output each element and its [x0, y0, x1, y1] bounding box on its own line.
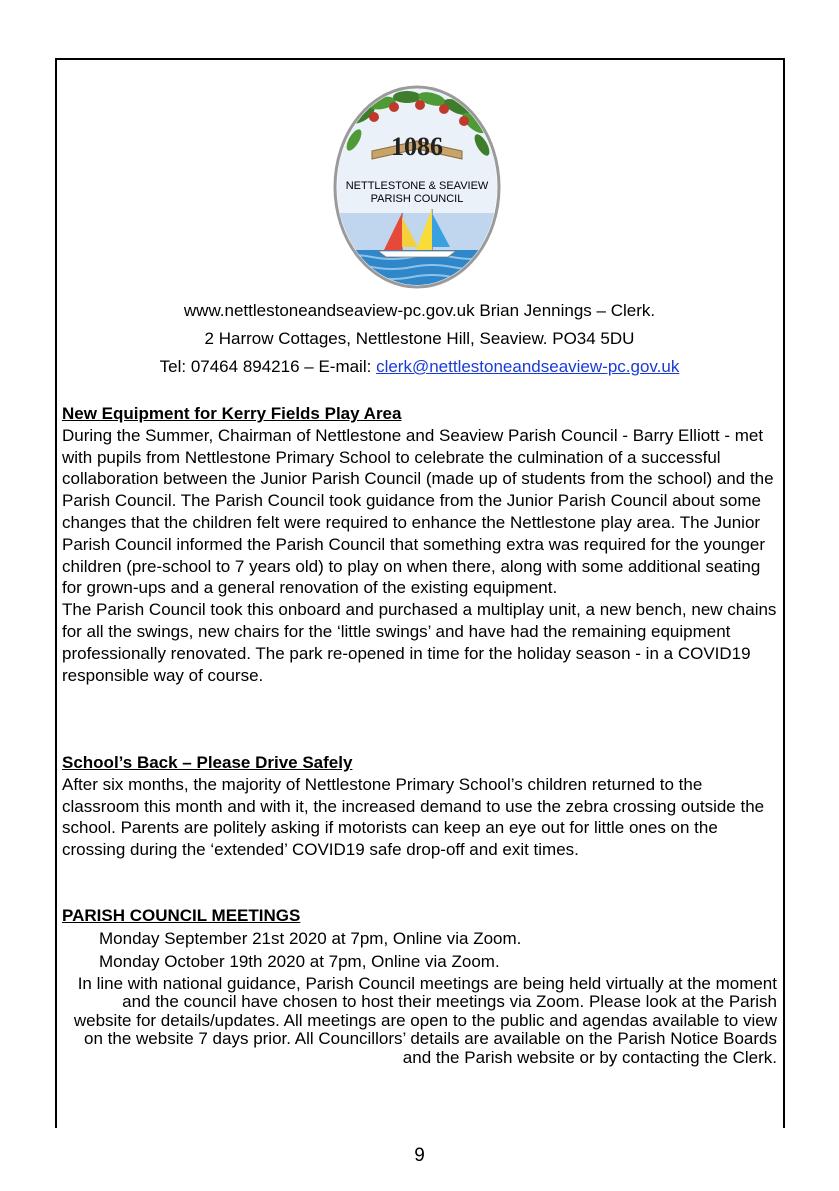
meeting-date-october: Monday October 19th 2020 at 7pm, Online via Zoom. — [99, 951, 500, 971]
parish-council-logo — [332, 85, 502, 290]
section-heading-meetings: PARISH COUNCIL MEETINGS — [62, 906, 301, 925]
logo-name-line1: NETTLESTONE & SEAVIEW — [345, 180, 489, 192]
contact-line-address: 2 Harrow Cottages, Nettlestone Hill, Seaview. PO34 5DU — [204, 329, 635, 348]
section-heading-new-equipment: New Equipment for Kerry Fields Play Area — [62, 404, 402, 423]
contact-line-website-clerk: www.nettlestoneandseaview-pc.gov.uk Brian Jennings – Clerk. — [183, 301, 656, 320]
section-parish-meetings — [62, 905, 777, 1067]
contact-phone-text: Tel: 07464 894216 – E-mail: — [159, 357, 377, 376]
paragraph-collaboration: During the Summer, Chairman of Nettlestone and Seaview Parish Council - Barry Elliott - met with pupils from Nettlestone Primary School to celebrate the culmination of a successful collaboration between the Junior Parish Council (made up of students from the school) and the Parish Council. The Parish Council took guidance from the Junior Parish Council about some changes that the children felt were required to enhance the Nettlestone play area. The Junior Parish Council informed the Parish Council that something extra was required for the younger children (pre-school to 7 years old) to play on when there, along with some additional seating for grown-ups and a general renovation of the existing equipment. — [62, 425, 774, 598]
paragraph-purchases: The Parish Council took this onboard and purchased a multiplay unit, a new bench, new chains for all the swings, new chairs for the ‘little swings’ and have had the remaining equipment professionally renovated. The park re-opened in time for the holiday season - in a COVID19 responsible way of course. — [62, 600, 777, 685]
meeting-date-september: Monday September 21st 2020 at 7pm, Online via Zoom. — [99, 928, 522, 948]
section-new-equipment — [62, 403, 777, 686]
meetings-note: In line with national guidance, Parish Council meetings are being held virtually at the moment and the council have chosen to host their meetings via Zoom. Please look at the Parish website for details/updates. All meetings are open to the public and agendas available to view on the website 7 days prior. All Councillors’ details are available on the Parish Notice Boards and the Parish website or by contacting the Clerk. — [73, 973, 777, 1067]
section-heading-schools-back: School’s Back – Please Drive Safely — [62, 753, 353, 772]
logo-name-line2: PARISH COUNCIL — [370, 193, 464, 205]
contact-line-phone-email — [0, 357, 839, 377]
email-link[interactable]: clerk@nettlestoneandseaview-pc.gov.uk — [376, 357, 680, 376]
page-number: 9 — [414, 1145, 425, 1166]
logo-year: 1086 — [391, 132, 443, 161]
section-schools-back — [62, 752, 777, 861]
paragraph-drive-safely: After six months, the majority of Nettlestone Primary School’s children returned to the classroom this month and with it, the increased demand to use the zebra crossing outside the school. Parents are politely asking if motorists can keep an eye out for little ones on the crossing during the ‘extended’ COVID19 safe drop-off and exit times. — [62, 774, 765, 860]
